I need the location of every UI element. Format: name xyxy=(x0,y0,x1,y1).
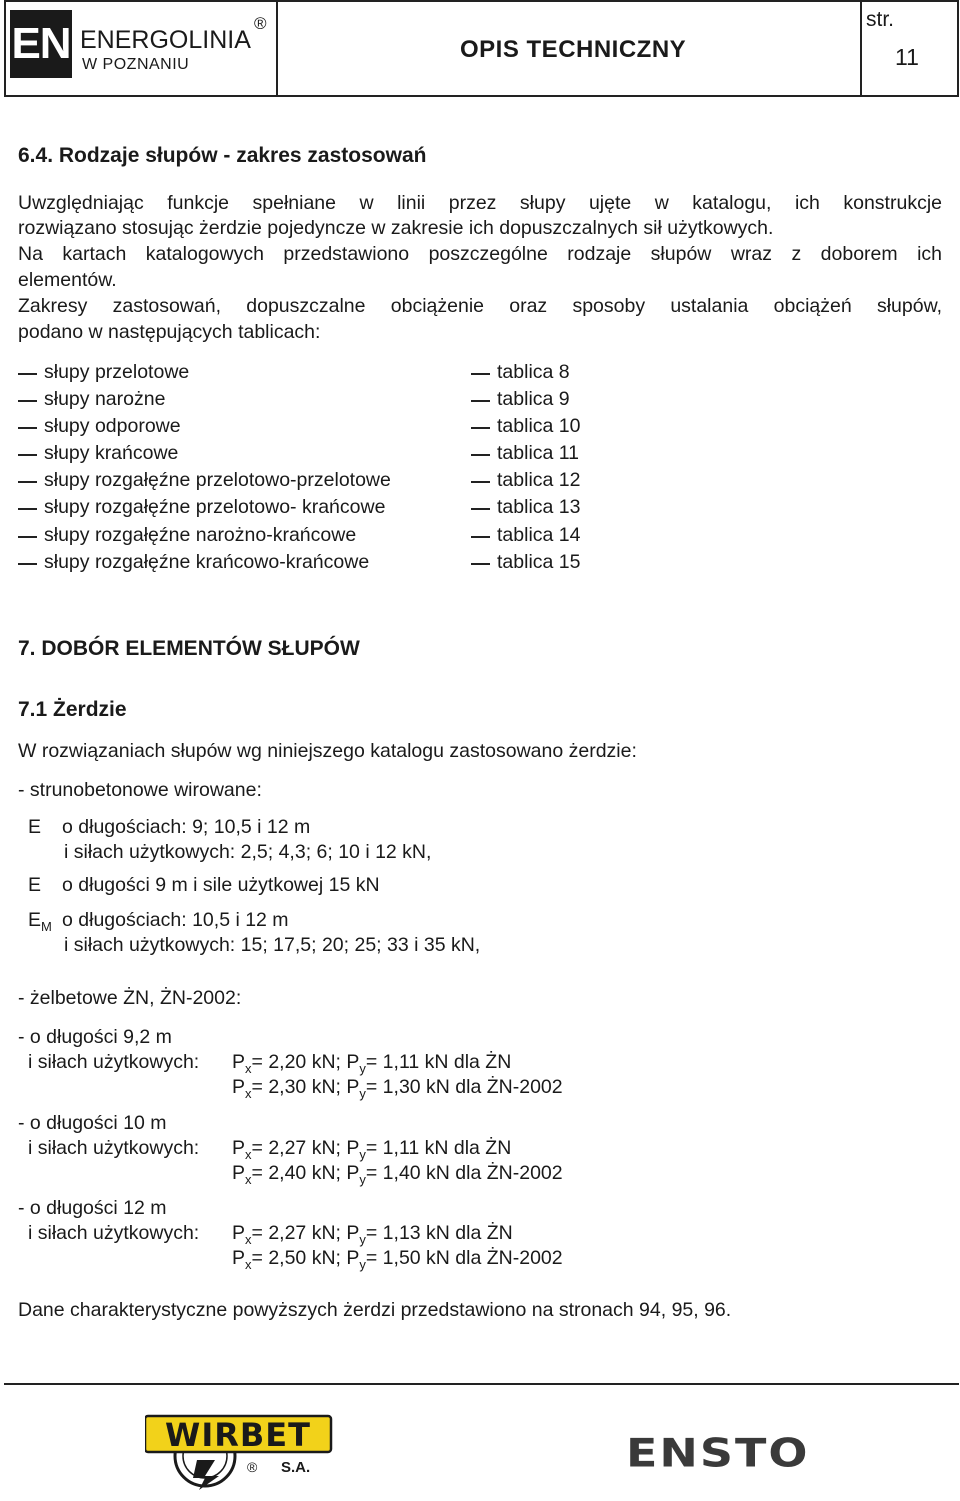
pole-type: słupy rozgałęźne przelotowo- krańcowe xyxy=(44,496,386,518)
pole-type: słupy rozgałęźne przelotowo-przelotowe xyxy=(44,469,391,491)
pole-type: słupy narożne xyxy=(44,388,166,410)
force-line: $P_x= 2,40$ kN; $P_y= 1,40$ kN dla ŻN-2002 xyxy=(232,1162,563,1187)
pole-e-lengths: o długościach: 9; 10,5 i 12 m xyxy=(62,816,311,838)
dash-bullet xyxy=(18,563,37,565)
paragraph-line: podano w następujących tablicach: xyxy=(18,321,321,343)
length-10: - o długości 10 m xyxy=(18,1112,167,1134)
header-divider-2 xyxy=(860,0,862,97)
pole-type: słupy krańcowe xyxy=(44,442,179,464)
header-border-right xyxy=(957,0,959,97)
pole-type-em-letter: $E_M$ xyxy=(28,909,52,934)
dash-bullet xyxy=(471,373,490,375)
table-reference: tablica 15 xyxy=(497,551,581,573)
pole-em-forces: i siłach użytkowych: 15; 17,5; 20; 25; 33 i 35 kN, xyxy=(64,934,481,956)
document-title: OPIS TECHNICZNY xyxy=(460,36,687,63)
wirbet-wordmark: WIRBET xyxy=(165,1416,311,1454)
dash-bullet xyxy=(471,481,490,483)
dash-bullet xyxy=(18,481,37,483)
dash-bullet xyxy=(18,400,37,402)
pole-type-e-letter: E xyxy=(28,816,42,838)
dash-bullet xyxy=(471,427,490,429)
company-name: ENERGOLINIA xyxy=(80,26,251,54)
header-border-top xyxy=(4,0,959,2)
reinforced-label: - żelbetowe ŻN, ŻN-2002: xyxy=(18,987,242,1009)
table-reference: tablica 12 xyxy=(497,469,581,491)
company-logo: EN xyxy=(10,10,72,78)
pole-type: słupy rozgałęźne narożno-krańcowe xyxy=(44,524,357,546)
page-label: str. xyxy=(866,8,895,31)
wirbet-logo-graphic xyxy=(145,1410,345,1490)
dash-bullet xyxy=(18,536,37,538)
length-12: - o długości 12 m xyxy=(18,1197,167,1219)
force-line: $P_x= 2,27$ kN; $P_y= 1,13$ kN dla ŻN xyxy=(232,1222,513,1247)
dash-bullet xyxy=(471,454,490,456)
dash-bullet xyxy=(471,563,490,565)
dash-bullet xyxy=(18,427,37,429)
length-9-2: - o długości 9,2 m xyxy=(18,1026,172,1048)
dash-bullet xyxy=(471,400,490,402)
dash-bullet xyxy=(471,508,490,510)
section-heading-7-1: 7.1 Żerdzie xyxy=(18,698,127,721)
pole-e-forces: i siłach użytkowych: 2,5; 4,3; 6; 10 i 12 kN, xyxy=(64,841,432,863)
dash-bullet xyxy=(18,508,37,510)
section-heading-6-4: 6.4. Rodzaje słupów - zakres zastosowań xyxy=(18,144,427,167)
prestressed-label: - strunobetonowe wirowane: xyxy=(18,779,262,801)
header-border-left xyxy=(4,0,6,97)
table-reference: tablica 13 xyxy=(497,496,581,518)
pole-e15-spec: o długości 9 m i sile użytkowej 15 kN xyxy=(62,874,380,896)
force-line: $P_x= 2,30$ kN; $P_y= 1,30$ kN dla ŻN-2002 xyxy=(232,1076,563,1101)
paragraph-line: rozwiązano stosując żerdzie pojedyncze w zakresie ich dopuszczalnych sił użytkowych. xyxy=(18,217,774,239)
force-line: $P_x= 2,50$ kN; $P_y= 1,50$ kN dla ŻN-2002 xyxy=(232,1247,563,1272)
section-heading-7: 7. DOBÓR ELEMENTÓW SŁUPÓW xyxy=(18,637,360,660)
forces-prefix: i siłach użytkowych: xyxy=(28,1222,200,1244)
table-reference: tablica 10 xyxy=(497,415,581,437)
wirbet-logo xyxy=(145,1410,345,1495)
table-reference: tablica 8 xyxy=(497,361,570,383)
table-reference: tablica 14 xyxy=(497,524,581,546)
header-divider-1 xyxy=(276,0,278,97)
table-reference: tablica 11 xyxy=(497,442,580,464)
pole-type: słupy rozgałęźne krańcowo-krańcowe xyxy=(44,551,370,573)
pole-type: słupy odporowe xyxy=(44,415,181,437)
pole-type-e-letter: E xyxy=(28,874,42,896)
registered-mark: ® xyxy=(254,14,267,33)
paragraph-line: Uwzględniając funkcje spełniane w linii przez słupy ujęte w katalogu, ich konstrukcje xyxy=(18,192,942,214)
page-number: 11 xyxy=(895,44,919,70)
force-line: $P_x= 2,27$ kN; $P_y= 1,11$ kN dla ŻN xyxy=(232,1137,512,1162)
force-line: $P_x= 2,20$ kN; $P_y= 1,11$ kN dla ŻN xyxy=(232,1051,512,1076)
forces-prefix: i siłach użytkowych: xyxy=(28,1051,200,1073)
forces-prefix: i siłach użytkowych: xyxy=(28,1137,200,1159)
header-border-bottom xyxy=(4,95,959,97)
paragraph-line: Zakresy zastosowań, dopuszczalne obciążenie oraz sposoby ustalania obciążeń słupów, xyxy=(18,295,942,317)
dash-bullet xyxy=(471,536,490,538)
intro-text: W rozwiązaniach słupów wg niniejszego katalogu zastosowano żerdzie: xyxy=(18,740,637,762)
wirbet-suffix: S.A. xyxy=(281,1459,311,1476)
pole-em-lengths: o długościach: 10,5 i 12 m xyxy=(62,909,289,931)
dash-bullet xyxy=(18,373,37,375)
wirbet-registered: ® xyxy=(247,1459,258,1475)
subscript-m: M xyxy=(41,918,52,934)
table-reference: tablica 9 xyxy=(497,388,570,410)
ensto-logo: ENSTO xyxy=(626,1430,810,1476)
paragraph-line: Na kartach katalogowych przedstawiono poszczególne rodzaje słupów wraz z doborem ich xyxy=(18,243,942,265)
dash-bullet xyxy=(18,454,37,456)
footer-divider xyxy=(4,1383,959,1385)
company-city: W POZNANIU xyxy=(82,56,190,73)
paragraph-line: elementów. xyxy=(18,269,117,291)
reference-note: Dane charakterystyczne powyższych żerdzi przedstawiono na stronach 94, 95, 96. xyxy=(18,1299,732,1321)
pole-type: słupy przelotowe xyxy=(44,361,190,383)
